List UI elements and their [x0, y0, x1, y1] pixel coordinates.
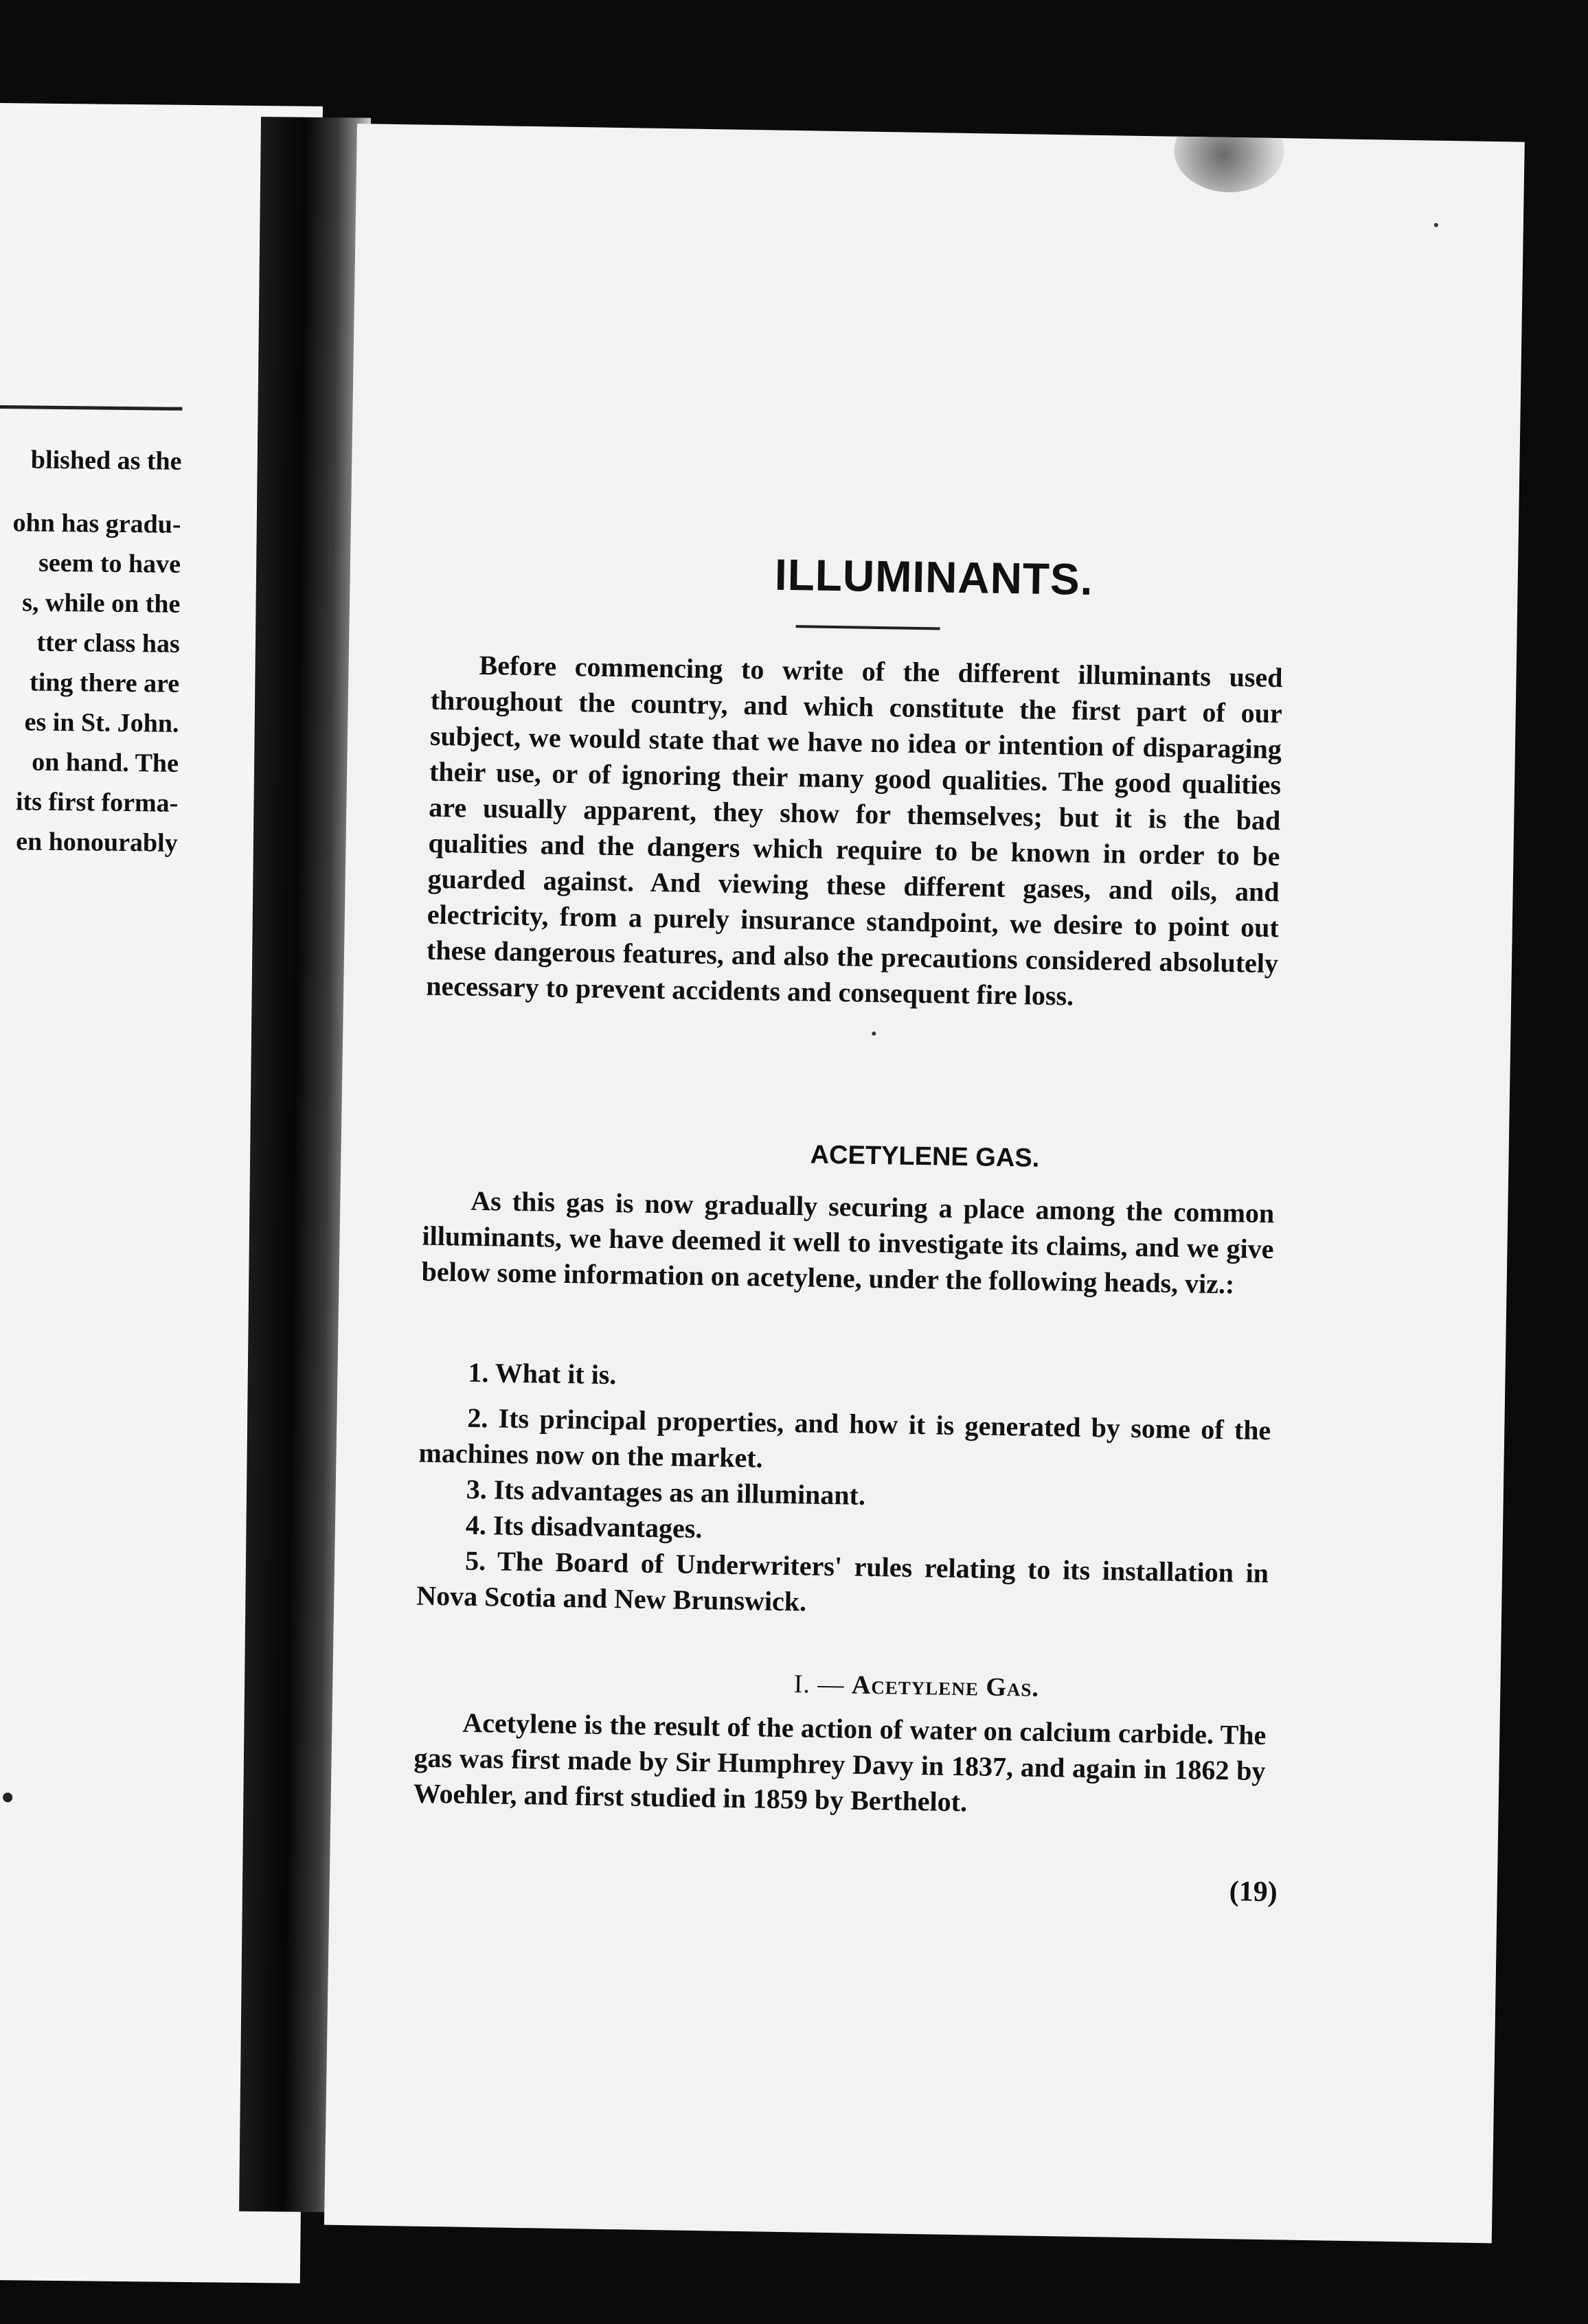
section-intro-paragraph: As this gas is now gradually securing a place among the common illuminants, we have deemed it well to investigate its claims, and we give below some information on acetylene, under the following heads, viz.: [421, 1185, 1275, 1300]
list-item: 4. Its disadvantages. [465, 1509, 703, 1545]
text-line: en honourably [16, 827, 178, 858]
text-line: ting there are [29, 668, 180, 698]
list-item: 2. Its principal properties, and how it is generated by some of the machines now on the market. [418, 1402, 1271, 1474]
subsection-title: Acetylene Gas. [851, 1670, 1040, 1702]
text-line: tter class has [36, 628, 180, 659]
subsection-number: I. — [793, 1670, 845, 1700]
previous-page-text [9, 440, 181, 863]
text-line: blished as the [30, 445, 182, 476]
subsection-paragraph: Acetylene is the result of the action of water on calcium carbide. The gas was first made by Sir Humphrey Davy in 1837, and again in 1862 by Woehler, and first studied in 1859 by Berthelot. [413, 1707, 1267, 1818]
intro-paragraph: Before commencing to write of the different illuminants used throughout the country, and which constitute the first part of our subject, we would state that we have no idea or intention of disparaging their use, or of ignoring their many good qualities. The good qualities are usually apparent, they show for themselves; but it is the bad qualities and the dangers which require to be known in order to be guarded against. And viewing these different gases, and oils, and electricity, from a purely insurance standpoint, we desire to point out these dangerous features, and also the precautions considered absolutely necessary to prevent accidents and consequent fire loss. [425, 649, 1283, 1012]
subsection-heading [332, 1662, 1500, 1711]
ink-speck [872, 1032, 876, 1036]
page-title: ILLUMINANTS. [774, 549, 1094, 604]
text-line: ohn has gradu- [12, 508, 181, 539]
title-rule [796, 625, 940, 630]
page-damage-smudge [1174, 124, 1285, 193]
text-line: seem to have [38, 548, 181, 579]
page-number: (19) [1229, 1876, 1278, 1909]
text-line: es in St. John. [24, 707, 179, 738]
text-line: on hand. The [32, 747, 179, 778]
list-item: 1. What it is. [468, 1356, 617, 1391]
heads-list [416, 1354, 1272, 1627]
ink-dot [3, 1792, 12, 1802]
list-item: 3. Its advantages as an illuminant. [466, 1473, 866, 1511]
section-heading: ACETYLENE GAS. [810, 1140, 1040, 1173]
text-line: its first forma- [15, 787, 179, 818]
text-line: s, while on the [22, 588, 181, 619]
ink-speck [1434, 223, 1438, 227]
section-rule [0, 405, 182, 411]
list-item: 5. The Board of Underwriters' rules relating to its installation in Nova Scotia and New Brunswick. [416, 1545, 1269, 1617]
book-page [324, 124, 1525, 2243]
